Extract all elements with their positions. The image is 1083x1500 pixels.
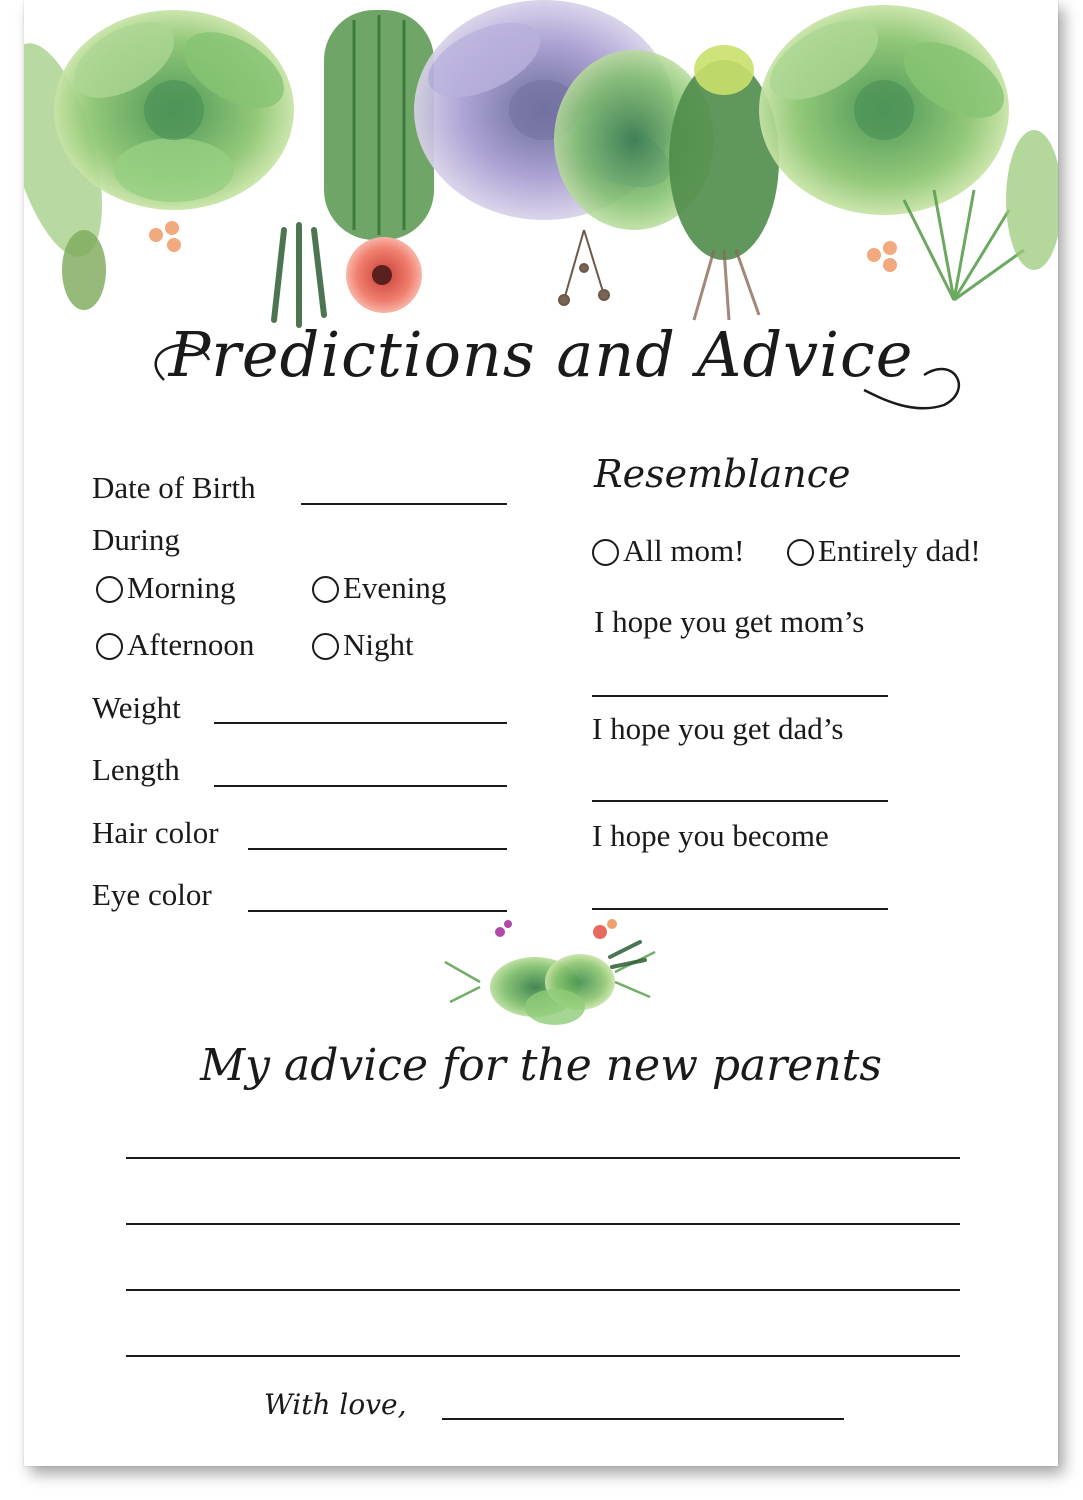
hope-moms-label: I hope you get mom’s	[594, 604, 865, 639]
advice-heading: My advice for the new parents	[200, 1040, 882, 1091]
during-label: During	[92, 522, 180, 557]
option-entirely-dad[interactable]: Entirely dad!	[787, 533, 981, 569]
weight-line[interactable]	[214, 722, 507, 724]
hope-dads-line[interactable]	[592, 800, 888, 802]
date-of-birth-label: Date of Birth	[92, 470, 256, 505]
weight-label: Weight	[92, 690, 181, 725]
card-title: Predictions and Advice	[168, 318, 914, 391]
hope-moms-line[interactable]	[592, 695, 888, 697]
prediction-card	[24, 0, 1058, 1466]
signature-line[interactable]	[442, 1418, 844, 1420]
option-morning[interactable]: Morning	[96, 570, 236, 606]
date-of-birth-line[interactable]	[301, 503, 507, 505]
option-evening[interactable]: Evening	[312, 570, 446, 606]
advice-line[interactable]	[126, 1223, 960, 1225]
option-afternoon[interactable]: Afternoon	[96, 627, 254, 663]
signature-label: With love,	[264, 1388, 407, 1421]
hope-dads-label: I hope you get dad’s	[592, 711, 844, 746]
length-line[interactable]	[214, 785, 507, 787]
radio-circle-icon[interactable]	[96, 576, 123, 603]
hair-color-line[interactable]	[248, 848, 507, 850]
option-night[interactable]: Night	[312, 627, 414, 663]
resemblance-heading: Resemblance	[594, 452, 851, 496]
advice-line[interactable]	[126, 1289, 960, 1291]
advice-line[interactable]	[126, 1355, 960, 1357]
title-swash-ornament	[124, 320, 984, 430]
hair-color-label: Hair color	[92, 815, 219, 850]
radio-circle-icon[interactable]	[787, 539, 814, 566]
length-label: Length	[92, 752, 180, 787]
hope-become-line[interactable]	[592, 908, 888, 910]
succulent-floral-header	[24, 0, 1058, 330]
option-all-mom[interactable]: All mom!	[592, 533, 744, 569]
radio-circle-icon[interactable]	[96, 633, 123, 660]
radio-circle-icon[interactable]	[592, 539, 619, 566]
radio-circle-icon[interactable]	[312, 633, 339, 660]
radio-circle-icon[interactable]	[312, 576, 339, 603]
hope-become-label: I hope you become	[592, 818, 829, 853]
eye-color-label: Eye color	[92, 877, 212, 912]
advice-line[interactable]	[126, 1157, 960, 1159]
succulent-bouquet-ornament	[440, 912, 660, 1032]
